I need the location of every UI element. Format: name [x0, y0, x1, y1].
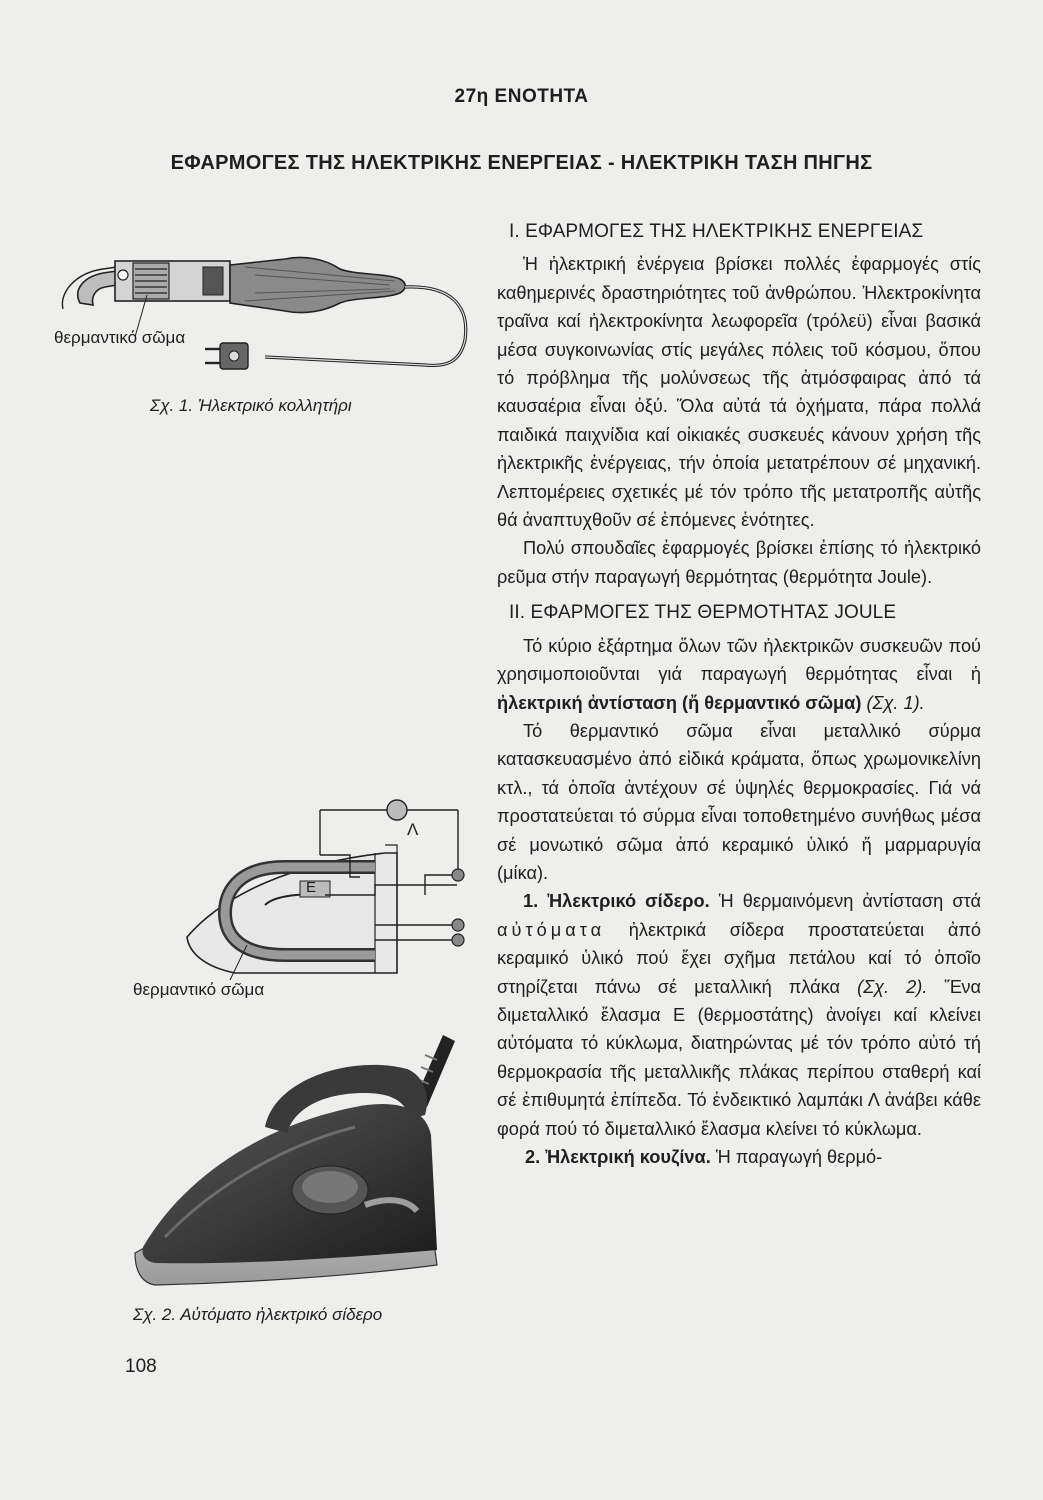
p3-figure-ref: (Σχ. 2). [857, 976, 928, 997]
iron-circuit-diagram [175, 795, 475, 995]
heating-element-label-fig2: θερμαντικό σῶμα [133, 980, 265, 999]
thermostat-label: Ε [306, 879, 317, 896]
p3-text-b: ἠλεκτρικά σίδερα προστατεύεται ἀπό κεραμικό ὑλικό πού ἔχει σχῆμα πετάλου καί τό ὁποῖο στηρίζεται πάνω σέ μεταλλική πλάκα [497, 919, 981, 997]
p4-text: Ἡ παραγωγή θερμό- [710, 1147, 883, 1167]
iron-subheading: 1. Ἠλεκτρικό σίδερο. [523, 891, 710, 912]
section2-paragraph3 [497, 887, 981, 1143]
p3-text-a: Ἡ θερμαινόμενη ἀντίσταση στά [709, 891, 981, 912]
section2-paragraph1 [497, 632, 981, 717]
chapter-title: ΕΦΑΡΜΟΓΕΣ ΤΗΣ ΗΛΕΚΤΡΙΚΗΣ ΕΝΕΡΓΕΙΑΣ - ΗΛΕΚΤΡΙΚΗ ΤΑΣΗ ΠΗΓΗΣ [170, 152, 873, 174]
unit-number: 27η ΕΝΟΤΗΤΑ [454, 86, 589, 107]
figure1-caption: Σχ. 1. Ἠλεκτρικό κολλητήρι [150, 396, 352, 415]
section2-paragraph4 [497, 1143, 981, 1171]
heating-element-label-fig1: θερμαντικό σῶμα [54, 328, 186, 347]
section1-paragraph1: Ἡ ἠλεκτρική ἐνέργεια βρίσκει πολλές ἐφαρμογές στίς καθημερινές δραστηριότητες τοῦ ἀνθρώπου. Ἠλεκτροκίνητα τραῖνα καί ἠλεκτροκίνητα λεωφορεῖα (τρόλεϋ) εἶναι βασικά μέσα συγκοινωνίας στίς μεγάλες πόλεις τοῦ κόσμου, ὅπου τό πρόβλημα τῆς μολύνσεως τῆς ἀτμόσφαιρας ἀπό τά καυσαέρια εἶναι ὀξύ. Ὅλα αὐτά τά ὀχήματα, πάρα πολλά παιδικά παιχνίδια καί οἰκιακές συσκευές κάνουν χρήση τῆς ἠλεκτρικῆς ἐνέργειας, τήν ὁποία μετατρέπουν σέ μηχανική. Λεπτομέρειες σχετικές μέ τόν τρόπο τῆς μετατροπῆς αὐτῆς θά ἀναπτυχθοῦν σέ ἑπόμενες ἑνότητες. [497, 254, 981, 531]
main-text-column [497, 218, 981, 1171]
soldering-iron-illustration [55, 245, 480, 395]
section1-heading: Ι. ΕΦΑΡΜΟΓΕΣ ΤΗΣ ΗΛΕΚΤΡΙΚΗΣ ΕΝΕΡΓΕΙΑΣ [509, 221, 924, 242]
p1-figure-ref: (Σχ. 1). [866, 692, 925, 713]
section2-paragraph2: Τό θερμαντικό σῶμα εἶναι μεταλλικό σύρμα κατασκευασμένο ἀπό εἰδικά κράματα, ὅπως χρωμονικελίνη κτλ., τά ὁποῖα ἀντέχουν σέ ὑψηλές θερμοκρασίες. Γιά νά προστατεύεται τό σύρμα εἶναι τοποθετημένο συνήθως μέσα σέ μονωτικό σῶμα ἀπό κεραμικό ὑλικό ἤ μαρμαρυγία (μίκα). [497, 720, 981, 883]
p1-text: Τό κύριο ἐξάρτημα ὅλων τῶν ἠλεκτρικῶν συσκευῶν πού χρησιμοποιοῦνται γιά παραγωγή θερμότητας εἶναι ἡ [497, 635, 981, 685]
electric-iron-photo [125, 1015, 470, 1300]
section2-heading: ΙΙ. ΕΦΑΡΜΟΓΕΣ ΤΗΣ ΘΕΡΜΟΤΗΤΑΣ JOULE [509, 602, 897, 624]
section1-paragraph2: Πολύ σπουδαῖες ἐφαρμογές βρίσκει ἐπίσης τό ἠλεκτρικό ρεῦμα στήν παραγωγή θερμότητας (θερμότητα Joule). [497, 538, 981, 587]
figure2-caption: Σχ. 2. Αὐτόματο ἠλεκτρικό σίδερο [133, 1305, 383, 1324]
p3-spaced-word: αὐτόματα [497, 919, 606, 940]
lamp-label: Λ [407, 820, 419, 839]
p3-text-c: Ἕνα διμεταλλικό ἔλασμα Ε (θερμοστάτης) ἀνοίγει καί κλείνει αὐτόματα τό κύκλωμα, διατηρώντας μέ τόν τρόπο αὐτό τή θερμοκρασία τῆς μεταλλικῆς πλάκας περίπου σταθερή καί σέ ἐπιθυμητά ἐπίπεδα. Τό ἐνδεικτικό λαμπάκι Λ ἀνάβει κάθε φορά πού τό διμεταλλικό ἔλασμα κλείνει τό κύκλωμα. [497, 976, 981, 1139]
stove-subheading: 2. Ἠλεκτρική κουζίνα. [525, 1147, 711, 1167]
p1-bold-term: ἠλεκτρική ἀντίσταση (ἤ θερμαντικό σῶμα) [497, 692, 862, 713]
page-number: 108 [125, 1356, 157, 1377]
